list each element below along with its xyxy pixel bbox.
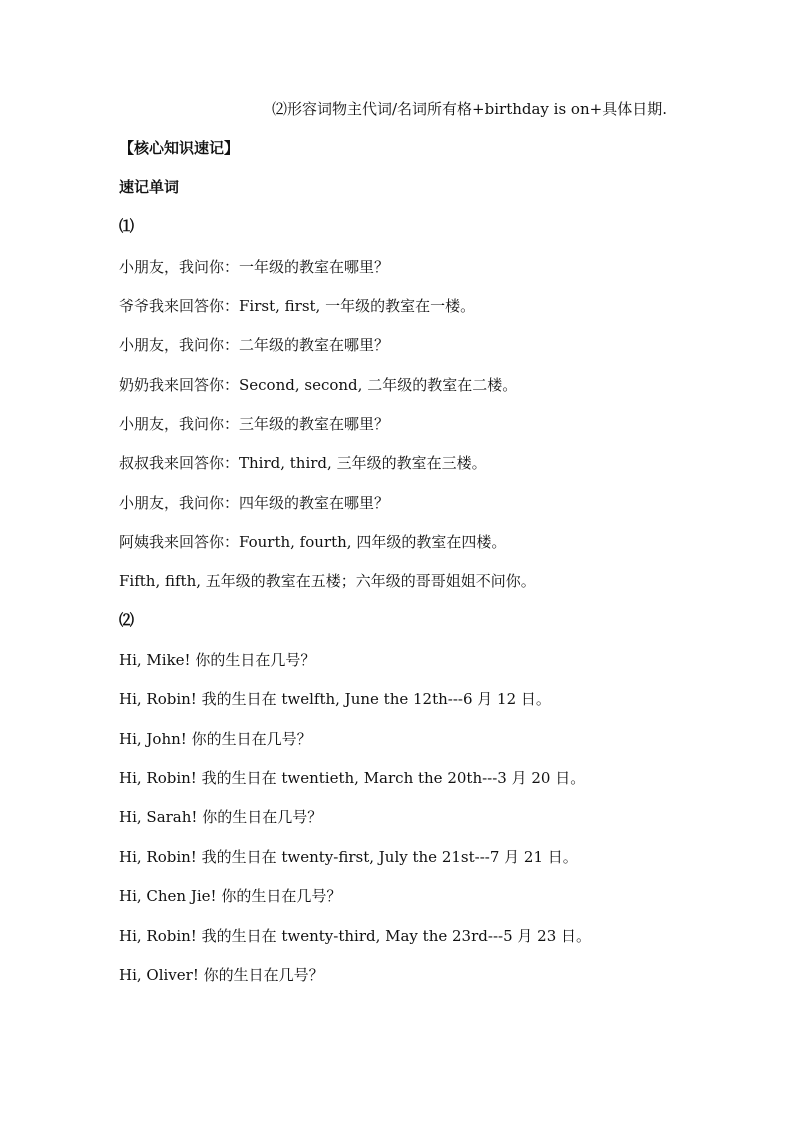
- subsection-title: 速记单词: [119, 178, 180, 196]
- part2-line: Hi, Robin! 我的生日在 twenty-third, May the 23rd---5 月 23 日。: [119, 927, 592, 945]
- part2-label: ⑵: [119, 611, 135, 629]
- part1-label: ⑴: [119, 217, 135, 235]
- part1-line: 小朋友，我问你：四年级的教室在哪里？: [119, 494, 390, 512]
- part1-line: 奶奶我来回答你：Second, second, 二年级的教室在二楼。: [119, 376, 518, 394]
- part2-line: Hi, Oliver! 你的生日在几号？: [119, 966, 324, 984]
- intro-line: ⑵形容词物主代词/名词所有格+birthday is on+具体日期.: [272, 100, 667, 118]
- part1-line: Fifth, fifth, 五年级的教室在五楼；六年级的哥哥姐姐不问你。: [119, 572, 536, 590]
- part1-line: 叔叔我来回答你：Third, third, 三年级的教室在三楼。: [119, 454, 487, 472]
- part2-line: Hi, Robin! 我的生日在 twelfth, June the 12th---6 月 12 日。: [119, 690, 551, 708]
- part1-line: 小朋友，我问你：一年级的教室在哪里？: [119, 258, 390, 276]
- part2-line: Hi, Robin! 我的生日在 twentieth, March the 20th---3 月 20 日。: [119, 769, 586, 787]
- part2-line: Hi, Robin! 我的生日在 twenty-first, July the 21st---7 月 21 日。: [119, 848, 578, 866]
- part2-line: Hi, John! 你的生日在几号？: [119, 730, 312, 748]
- part1-line: 小朋友，我问你：二年级的教室在哪里？: [119, 336, 390, 354]
- part2-line: Hi, Chen Jie! 你的生日在几号？: [119, 887, 342, 905]
- part1-line: 阿姨我来回答你：Fourth, fourth, 四年级的教室在四楼。: [119, 533, 507, 551]
- part2-line: Hi, Sarah! 你的生日在几号？: [119, 808, 323, 826]
- part2-line: Hi, Mike! 你的生日在几号？: [119, 651, 316, 669]
- part1-line: 爷爷我来回答你：First, first, 一年级的教室在一楼。: [119, 297, 476, 315]
- part1-line: 小朋友，我问你：三年级的教室在哪里？: [119, 415, 390, 433]
- section-title: 【核心知识速记】: [119, 139, 240, 157]
